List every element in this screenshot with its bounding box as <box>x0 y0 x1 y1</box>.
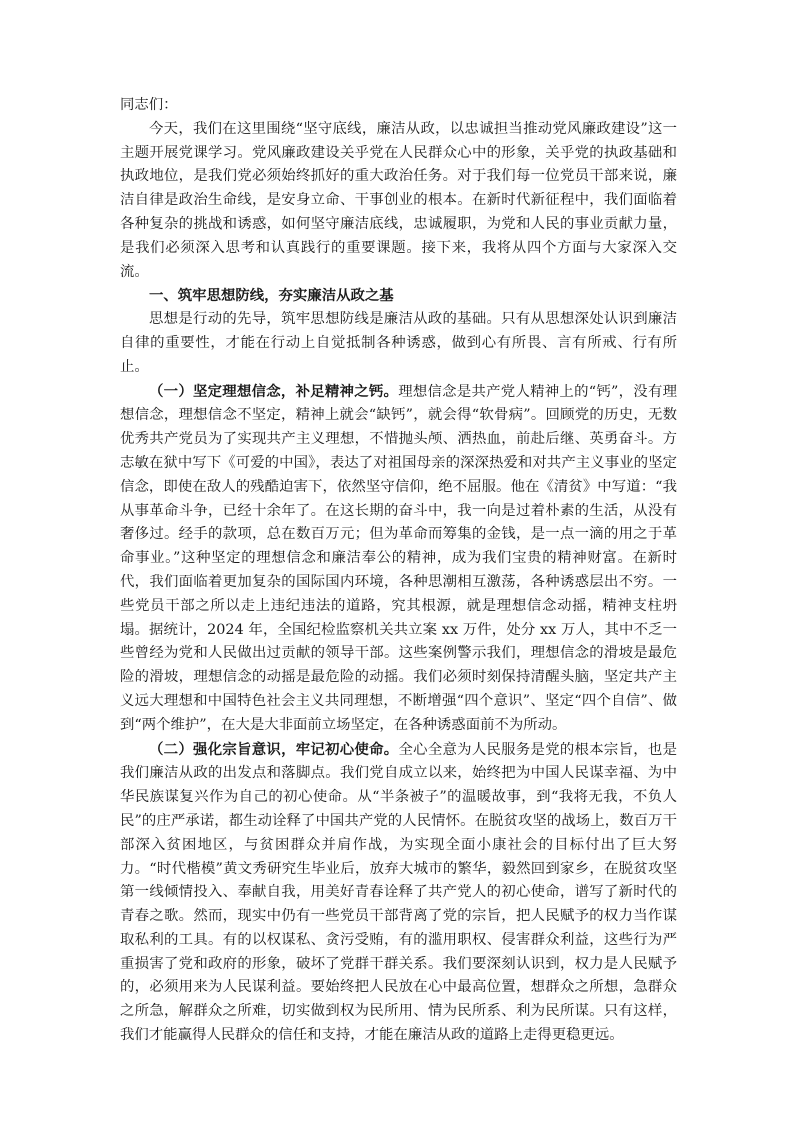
subsection-title-1: （一）坚定理想信念，补足精神之钙。 <box>149 382 399 400</box>
document-body <box>120 94 677 1048</box>
section-intro-paragraph: 思想是行动的先导，筑牢思想防线是廉洁从政的基础。只有从思想深处认识到廉洁自律的重要性，才能在行动上自觉抵制各种诱惑，做到心有所畏、言有所戒、行有所止。 <box>120 311 677 375</box>
subsection-paragraph-2 <box>120 738 677 1048</box>
subsection-paragraph-1 <box>120 380 677 738</box>
salutation: 同志们： <box>120 97 178 113</box>
subsection-title-2: （二）强化宗旨意识，牢记初心使命。 <box>149 740 399 758</box>
subsection-body-1: 理想信念是共产党人精神上的“钙”，没有理想信念，理想信念不坚定，精神上就会“缺钙”，就会得“软骨病”。回顾党的历史，无数优秀共产党员为了实现共产主义理想，不惜抛头颅、洒热血，前赴后继、英勇奋斗。方志敏在狱中写下《可爱的中国》，表达了对祖国母亲的深深热爱和对共产主义事业的坚定信念，即使在敌人的残酷迫害下，依然坚守信仰，绝不屈服。他在《清贫》中写道：“我从事革命斗争，已经十余年了。在这长期的奋斗中，我一向是过着朴素的生活，从没有奢侈过。经手的款项，总在数百万元；但为革命而筹集的金钱，是一点一滴的用之于革命事业。”这种坚定的理想信念和廉洁奉公的精神，成为我们宝贵的精神财富。在新时代，我们面临着更加复杂的国际国内环境，各种思潮相互激荡，各种诱惑层出不穷。一些党员干部之所以走上违纪违法的道路，究其根源，就是理想信念动摇，精神支柱坍塌。据统计，2024 年，全国纪检监察机关共立案 xx 万件，处分 xx 万人，其中不乏一些曾经为党和人民做出过贡献的领导干部。这些案例警示我们，理想信念的滑坡是最危险的滑坡，理想信念的动摇是最危险的动摇。我们必须时刻保持清醒头脑，坚定共产主义远大理想和中国特色社会主义共同理想，不断增强“四个意识”、坚定“四个自信”、做到“两个维护”，在大是大非面前立场坚定，在各种诱惑面前不为所动。 <box>120 383 677 733</box>
intro-paragraph: 今天，我们在这里围绕“坚守底线，廉洁从政，以忠诚担当推动党风廉政建设”这一主题开展党课学习。党风廉政建设关乎党在人民群众心中的形象，关乎党的执政基础和执政地位，是我们党必须始终抓好的重大政治任务。对于我们每一位党员干部来说，廉洁自律是政治生命线，是安身立命、干事创业的根本。在新时代新征程中，我们面临着各种复杂的挑战和诱惑，如何坚守廉洁底线，忠诚履职，为党和人民的事业贡献力量，是我们必须深入思考和认真践行的重要课题。接下来，我将从四个方面与大家深入交流。 <box>120 120 677 280</box>
subsection-body-2: 全心全意为人民服务是党的根本宗旨，也是我们廉洁从政的出发点和落脚点。我们党自成立以来，始终把为中国人民谋幸福、为中华民族谋复兴作为自己的初心使命。从“半条被子”的温暖故事，到“我将无我，不负人民”的庄严承诺，都生动诠释了中国共产党的人民情怀。在脱贫攻坚的战场上，数百万干部深入贫困地区，与贫困群众并肩作战，为实现全面小康社会的目标付出了巨大努力。“时代楷模”黄文秀研究生毕业后，放弃大城市的繁华，毅然回到家乡，在脱贫攻坚第一线倾情投入、奉献自我，用美好青春诠释了共产党人的初心使命，谱写了新时代的青春之歌。然而，现实中仍有一些党员干部背离了党的宗旨，把人民赋予的权力当作谋取私利的工具。有的以权谋私、贪污受贿，有的滥用职权、侵害群众利益，这些行为严重损害了党和政府的形象，破坏了党群干群关系。我们要深刻认识到，权力是人民赋予的，必须用来为人民谋利益。要始终把人民放在心中最高位置，想群众之所想，急群众之所急，解群众之所难，切实做到权为民所用、情为民所系、利为民所谋。只有这样，我们才能赢得人民群众的信任和支持，才能在廉洁从政的道路上走得更稳更远。 <box>120 741 677 1044</box>
section-heading: 一、筑牢思想防线，夯实廉洁从政之基 <box>149 287 394 305</box>
